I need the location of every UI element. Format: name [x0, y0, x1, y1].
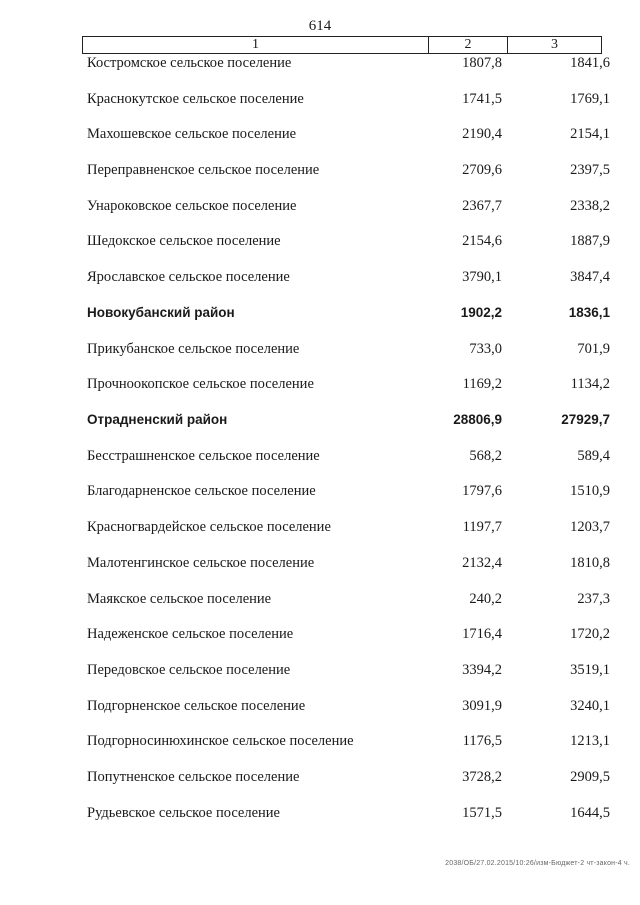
settlement-name: Махошевское сельское поселение [87, 126, 297, 142]
district-total-row [0, 412, 640, 432]
table-row [0, 448, 640, 468]
table-row [0, 91, 640, 111]
settlement-name: Унароковское сельское поселение [87, 198, 297, 214]
value-col-3: 1769,1 [570, 91, 610, 107]
value-col-3: 1720,2 [570, 626, 610, 642]
value-col-3: 237,3 [577, 591, 610, 607]
value-col-3: 2397,5 [570, 162, 610, 178]
value-col-3: 1836,1 [568, 305, 610, 320]
value-col-2: 1807,8 [462, 55, 502, 71]
value-col-3: 1841,6 [570, 55, 610, 71]
value-col-2: 1902,2 [460, 305, 502, 320]
settlement-name: Рудьевское сельское поселение [87, 805, 280, 821]
settlement-name: Маякское сельское поселение [87, 591, 272, 607]
value-col-2: 2154,6 [462, 233, 502, 249]
value-col-2: 1716,4 [462, 626, 502, 642]
value-col-3: 3240,1 [570, 698, 610, 714]
settlement-name: Шедокское сельское поселение [87, 233, 281, 249]
table-row [0, 662, 640, 682]
value-col-2: 3394,2 [462, 662, 502, 678]
value-col-3: 1644,5 [570, 805, 610, 821]
settlement-name: Бесстрашненское сельское поселение [87, 448, 320, 464]
value-col-3: 1213,1 [570, 733, 610, 749]
value-col-2: 2367,7 [462, 198, 502, 214]
settlement-name: Ярославское сельское поселение [87, 269, 290, 285]
table-row [0, 162, 640, 182]
table-row [0, 376, 640, 396]
settlement-name: Малотенгинское сельское поселение [87, 555, 315, 571]
value-col-2: 3728,2 [462, 769, 502, 785]
table-row [0, 341, 640, 361]
value-col-2: 1169,2 [462, 376, 502, 392]
table-row [0, 555, 640, 575]
value-col-2: 1797,6 [462, 483, 502, 499]
value-col-2: 240,2 [469, 591, 502, 607]
table-row [0, 698, 640, 718]
table-row [0, 805, 640, 825]
settlement-name: Подгорносинюхинское сельское поселение [87, 733, 354, 749]
value-col-2: 1197,7 [462, 519, 502, 535]
header-col-1: 1 [83, 37, 429, 53]
value-col-3: 1887,9 [570, 233, 610, 249]
value-col-2: 28806,9 [453, 412, 502, 427]
table-header [82, 36, 602, 54]
settlement-name: Новокубанский район [87, 305, 235, 320]
table-row [0, 591, 640, 611]
settlement-name: Прикубанское сельское поселение [87, 341, 300, 357]
page-number: 614 [308, 18, 332, 34]
settlement-name: Подгорненское сельское поселение [87, 698, 306, 714]
value-col-3: 3519,1 [570, 662, 610, 678]
settlement-name: Красногвардейское сельское поселение [87, 519, 331, 535]
settlement-name: Переправненское сельское поселение [87, 162, 320, 178]
document-footer: 2038/ОБ/27.02.2015/10:26/изм-Бюджет-2 чт-закон-4 ч. [445, 860, 630, 867]
value-col-3: 1810,8 [570, 555, 610, 571]
header-col-3: 3 [551, 37, 558, 52]
value-col-3: 589,4 [577, 448, 610, 464]
district-total-row [0, 305, 640, 325]
value-col-3: 1134,2 [570, 376, 610, 392]
value-col-3: 701,9 [577, 341, 610, 357]
value-col-3: 27929,7 [561, 412, 610, 427]
table-row [0, 233, 640, 253]
value-col-2: 3790,1 [462, 269, 502, 285]
table-row [0, 626, 640, 646]
value-col-3: 1510,9 [570, 483, 610, 499]
table-row [0, 483, 640, 503]
table-row [0, 519, 640, 539]
table-row [0, 198, 640, 218]
settlement-name: Попутненское сельское поселение [87, 769, 300, 785]
table-row [0, 769, 640, 789]
settlement-name: Передовское сельское поселение [87, 662, 291, 678]
value-col-2: 2190,4 [462, 126, 502, 142]
value-col-2: 733,0 [469, 341, 502, 357]
settlement-name: Краснокутское сельское поселение [87, 91, 304, 107]
value-col-3: 2338,2 [570, 198, 610, 214]
value-col-3: 1203,7 [570, 519, 610, 535]
value-col-2: 2132,4 [462, 555, 502, 571]
value-col-2: 1571,5 [462, 805, 502, 821]
value-col-2: 1741,5 [462, 91, 502, 107]
value-col-3: 2154,1 [570, 126, 610, 142]
value-col-3: 3847,4 [570, 269, 610, 285]
table-row [0, 126, 640, 146]
table-row [0, 733, 640, 753]
settlement-name: Надеженское сельское поселение [87, 626, 294, 642]
table-row [0, 269, 640, 289]
value-col-2: 2709,6 [462, 162, 502, 178]
value-col-3: 2909,5 [570, 769, 610, 785]
settlement-name: Благодарненское сельское поселение [87, 483, 316, 499]
settlement-name: Костромское сельское поселение [87, 55, 292, 71]
value-col-2: 3091,9 [462, 698, 502, 714]
header-col-2: 2 [429, 37, 508, 53]
settlement-name: Прочноокопское сельское поселение [87, 376, 314, 392]
table-row [0, 55, 640, 75]
value-col-2: 568,2 [469, 448, 502, 464]
value-col-2: 1176,5 [462, 733, 502, 749]
settlement-name: Отрадненский район [87, 412, 228, 427]
